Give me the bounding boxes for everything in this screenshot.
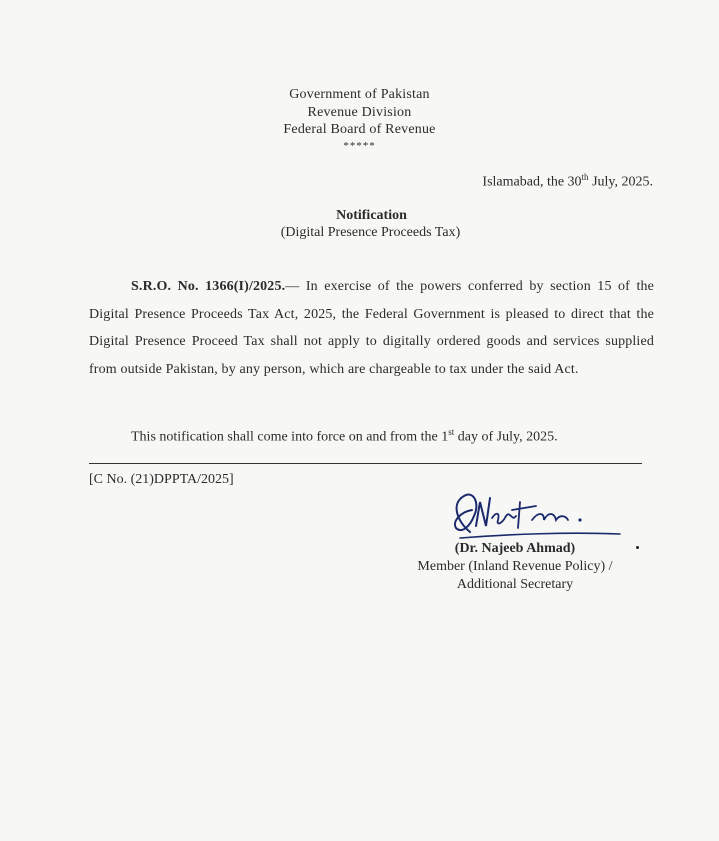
header-stars: ***** <box>343 140 376 152</box>
date-superscript: th <box>581 172 589 182</box>
commencement-paragraph <box>131 427 558 446</box>
date-line <box>482 172 653 191</box>
notification-title: Notification <box>336 208 407 223</box>
header-government: Government of Pakistan <box>289 87 430 102</box>
header-board: Federal Board of Revenue <box>283 122 436 137</box>
signatory-name: (Dr. Najeeb Ahmad) <box>454 541 576 556</box>
divider-line <box>89 463 642 464</box>
signatory-block <box>380 540 650 594</box>
sro-number: S.R.O. No. 1366(I)/2025. <box>131 279 286 294</box>
notification-subtitle: (Digital Presence Proceeds Tax) <box>280 225 461 240</box>
signatory-designation-1: Member (Inland Revenue Policy) / <box>417 559 613 574</box>
header-division: Revenue Division <box>307 105 412 120</box>
body-paragraph <box>89 273 654 383</box>
force-superscript: st <box>448 427 455 437</box>
force-prefix: This notification shall come into force on and from the 1 <box>131 429 449 445</box>
force-suffix: day of July, 2025. <box>454 429 558 445</box>
file-number: [C No. (21)DPPTA/2025] <box>89 472 234 487</box>
date-prefix: Islamabad, the 30 <box>482 174 582 190</box>
date-suffix: July, 2025. <box>588 174 653 190</box>
signatory-designation-2: Additional Secretary <box>456 577 574 592</box>
stray-mark <box>636 546 639 549</box>
body-text: — In exercise of the powers conferred by section 15 of the Digital Presence Proceeds Tax Act, 2025, the Federal Government is pleased to direct that the Digital Presence Proceed Tax shall not apply to digitally ordered goods and services supplied from outside Pakistan, by any person, which are chargeable to tax under the said Act. <box>89 279 654 377</box>
